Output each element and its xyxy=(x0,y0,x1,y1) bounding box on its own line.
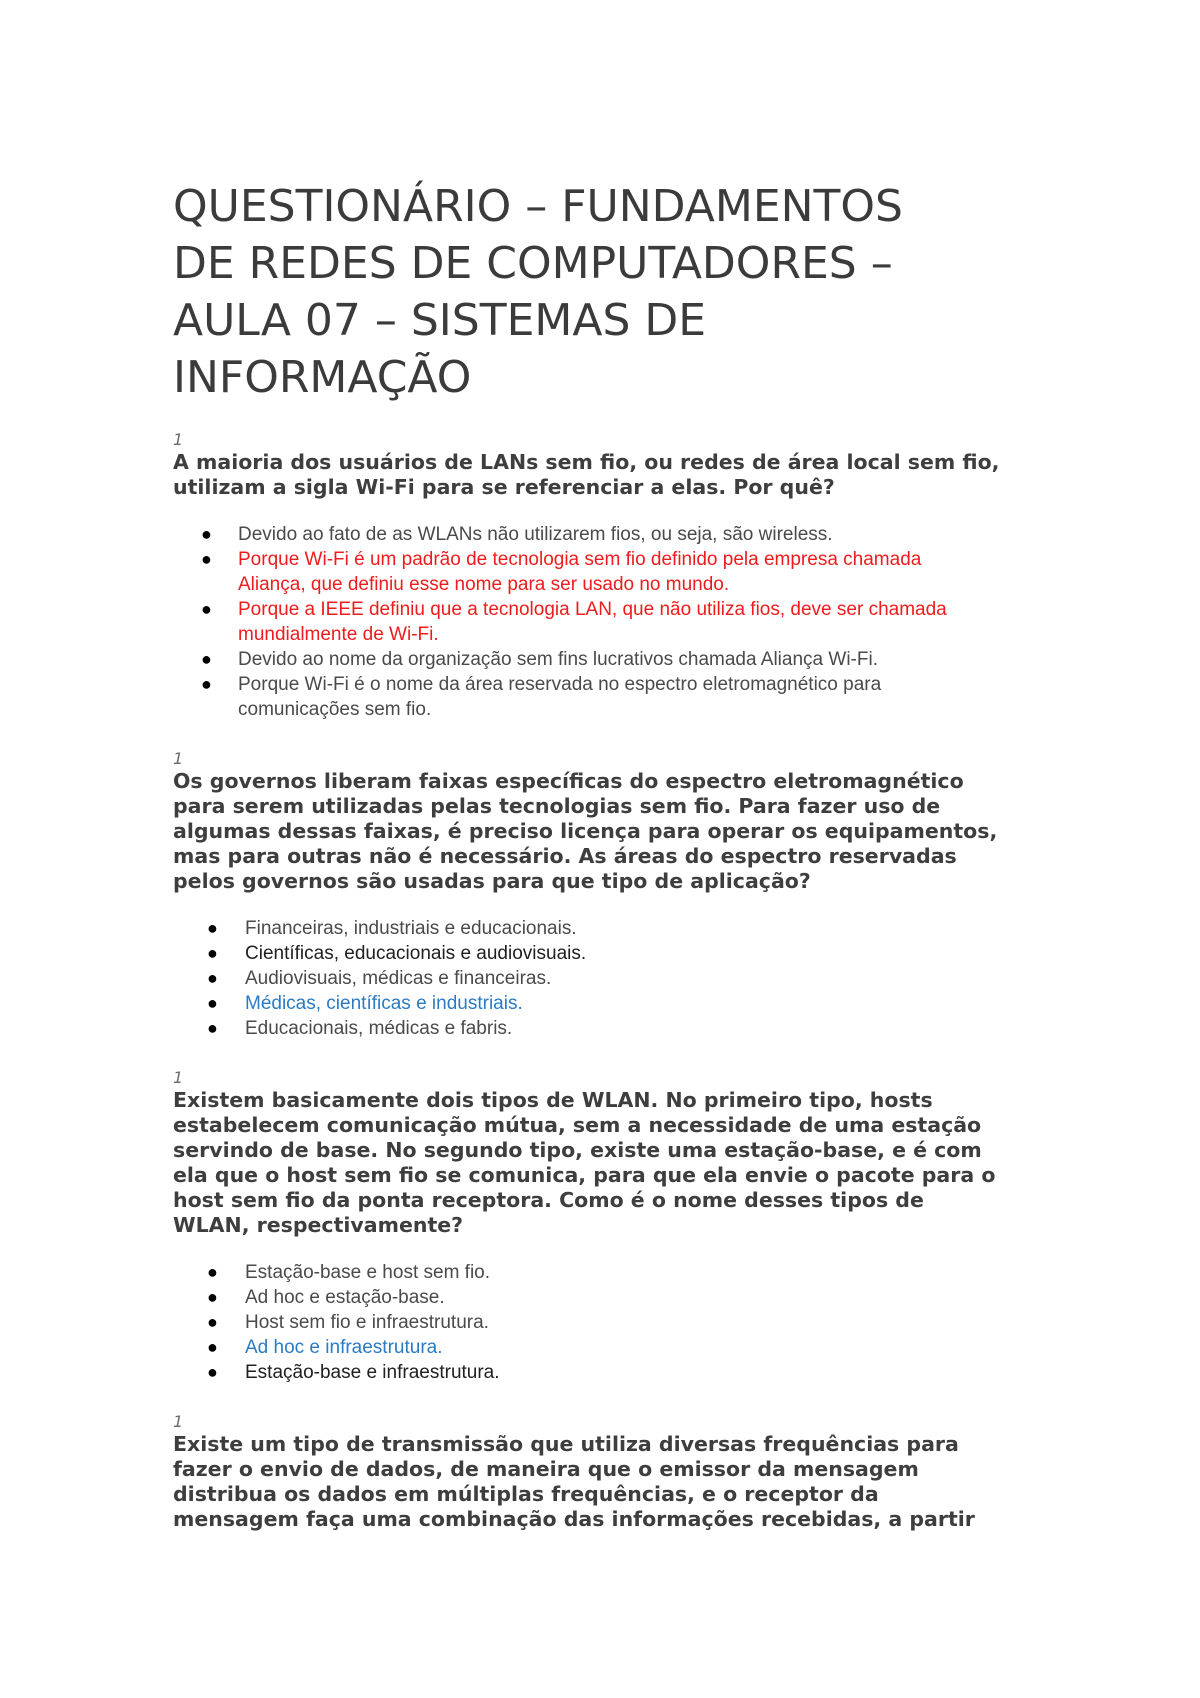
bullet-icon: ● xyxy=(207,1337,218,1357)
question-text xyxy=(173,450,1053,500)
option-text: Host sem fio e infraestrutura. xyxy=(245,1312,489,1333)
option-text: Científicas, educacionais e audiovisuais. xyxy=(245,943,587,964)
option-item[interactable] xyxy=(173,941,1053,966)
bullet-icon: ● xyxy=(207,1312,218,1332)
question-text-line: WLAN, respectivamente? xyxy=(173,1213,464,1237)
question-text-line: ela que o host sem fio se comunica, para que ela envie o pacote para o xyxy=(173,1163,996,1187)
option-item[interactable] xyxy=(173,1310,1053,1335)
option-item[interactable] xyxy=(173,547,1053,597)
question-text-line: algumas dessas faixas, é preciso licença para operar os equipamentos, xyxy=(173,819,998,843)
question-block xyxy=(173,430,1053,722)
option-text: Audiovisuais, médicas e financeiras. xyxy=(245,968,552,989)
title-line: AULA 07 – SISTEMAS DE xyxy=(173,295,707,346)
option-item[interactable] xyxy=(173,1335,1053,1360)
document-title xyxy=(173,178,1053,406)
question-text-line: para serem utilizadas pelas tecnologias sem fio. Para fazer uso de xyxy=(173,794,941,818)
question-text-line: mas para outras não é necessário. As áreas do espectro reservadas xyxy=(173,844,957,868)
options-list xyxy=(173,1260,1053,1385)
option-text: Aliança, que definiu esse nome para ser usado no mundo. xyxy=(238,574,730,595)
option-text: Ad hoc e infraestrutura. xyxy=(245,1337,443,1358)
bullet-icon: ● xyxy=(207,968,218,988)
option-text: Devido ao fato de as WLANs não utilizarem fios, ou seja, são wireless. xyxy=(238,524,833,545)
option-text: mundialmente de Wi-Fi. xyxy=(238,624,439,645)
question-text-line: Os governos liberam faixas específicas do espectro eletromagnético xyxy=(173,769,964,793)
question-text-line: utilizam a sigla Wi-Fi para se referenciar a elas. Por quê? xyxy=(173,475,835,499)
question-number: 1 xyxy=(173,1068,184,1087)
option-text: Médicas, científicas e industriais. xyxy=(245,993,523,1014)
option-item[interactable] xyxy=(173,647,1053,672)
bullet-icon: ● xyxy=(207,943,218,963)
question-text-line: Existe um tipo de transmissão que utiliza diversas frequências para xyxy=(173,1432,959,1456)
question-text-line: A maioria dos usuários de LANs sem fio, ou redes de área local sem fio, xyxy=(173,450,1000,474)
options-list xyxy=(173,916,1053,1041)
question-block xyxy=(173,1068,1053,1385)
option-item[interactable] xyxy=(173,1016,1053,1041)
title-line: QUESTIONÁRIO – FUNDAMENTOS xyxy=(173,181,903,232)
question-text xyxy=(173,769,1053,894)
title-line: DE REDES DE COMPUTADORES – xyxy=(173,238,893,289)
option-item[interactable] xyxy=(173,1360,1053,1385)
title-line: INFORMAÇÃO xyxy=(173,352,472,403)
question-block xyxy=(173,1412,1053,1532)
option-text: Porque Wi-Fi é o nome da área reservada no espectro eletromagnético para xyxy=(238,674,882,695)
bullet-icon: ● xyxy=(201,649,212,669)
bullet-icon: ● xyxy=(201,524,212,544)
question-number: 1 xyxy=(173,430,184,449)
option-text: Financeiras, industriais e educacionais. xyxy=(245,918,577,939)
option-item[interactable] xyxy=(173,1260,1053,1285)
options-list xyxy=(173,522,1053,722)
document-page xyxy=(173,178,1053,1532)
bullet-icon: ● xyxy=(207,1018,218,1038)
question-number: 1 xyxy=(173,1412,184,1431)
option-text: Porque a IEEE definiu que a tecnologia LAN, que não utiliza fios, deve ser chamada xyxy=(238,599,947,620)
bullet-icon: ● xyxy=(201,549,212,569)
option-text: Ad hoc e estação-base. xyxy=(245,1287,445,1308)
bullet-icon: ● xyxy=(207,993,218,1013)
bullet-icon: ● xyxy=(207,1287,218,1307)
option-text: Estação-base e infraestrutura. xyxy=(245,1362,500,1383)
question-text-line: estabelecem comunicação mútua, sem a necessidade de uma estação xyxy=(173,1113,982,1137)
question-number: 1 xyxy=(173,749,184,768)
option-text: comunicações sem fio. xyxy=(238,699,432,720)
option-item[interactable] xyxy=(173,966,1053,991)
question-text-line: mensagem faça uma combinação das informações recebidas, a partir xyxy=(173,1507,975,1531)
option-item[interactable] xyxy=(173,991,1053,1016)
option-item[interactable] xyxy=(173,916,1053,941)
bullet-icon: ● xyxy=(201,674,212,694)
question-text-line: host sem fio da ponta receptora. Como é o nome desses tipos de xyxy=(173,1188,924,1212)
bullet-icon: ● xyxy=(201,599,212,619)
option-item[interactable] xyxy=(173,672,1053,722)
question-text-line: fazer o envio de dados, de maneira que o emissor da mensagem xyxy=(173,1457,919,1481)
question-text-line: distribua os dados em múltiplas frequências, e o receptor da xyxy=(173,1482,879,1506)
question-text-line: pelos governos são usadas para que tipo de aplicação? xyxy=(173,869,811,893)
option-text: Estação-base e host sem fio. xyxy=(245,1262,491,1283)
question-text-line: Existem basicamente dois tipos de WLAN. No primeiro tipo, hosts xyxy=(173,1088,933,1112)
question-text xyxy=(173,1432,1053,1532)
option-item[interactable] xyxy=(173,1285,1053,1310)
option-text: Educacionais, médicas e fabris. xyxy=(245,1018,513,1039)
option-item[interactable] xyxy=(173,597,1053,647)
bullet-icon: ● xyxy=(207,918,218,938)
question-block xyxy=(173,749,1053,1041)
question-text-line: servindo de base. No segundo tipo, existe uma estação-base, e é com xyxy=(173,1138,982,1162)
bullet-icon: ● xyxy=(207,1362,218,1382)
option-text: Devido ao nome da organização sem fins lucrativos chamada Aliança Wi-Fi. xyxy=(238,649,878,670)
bullet-icon: ● xyxy=(207,1262,218,1282)
option-text: Porque Wi-Fi é um padrão de tecnologia sem fio definido pela empresa chamada xyxy=(238,549,922,570)
question-text xyxy=(173,1088,1053,1238)
option-item[interactable] xyxy=(173,522,1053,547)
